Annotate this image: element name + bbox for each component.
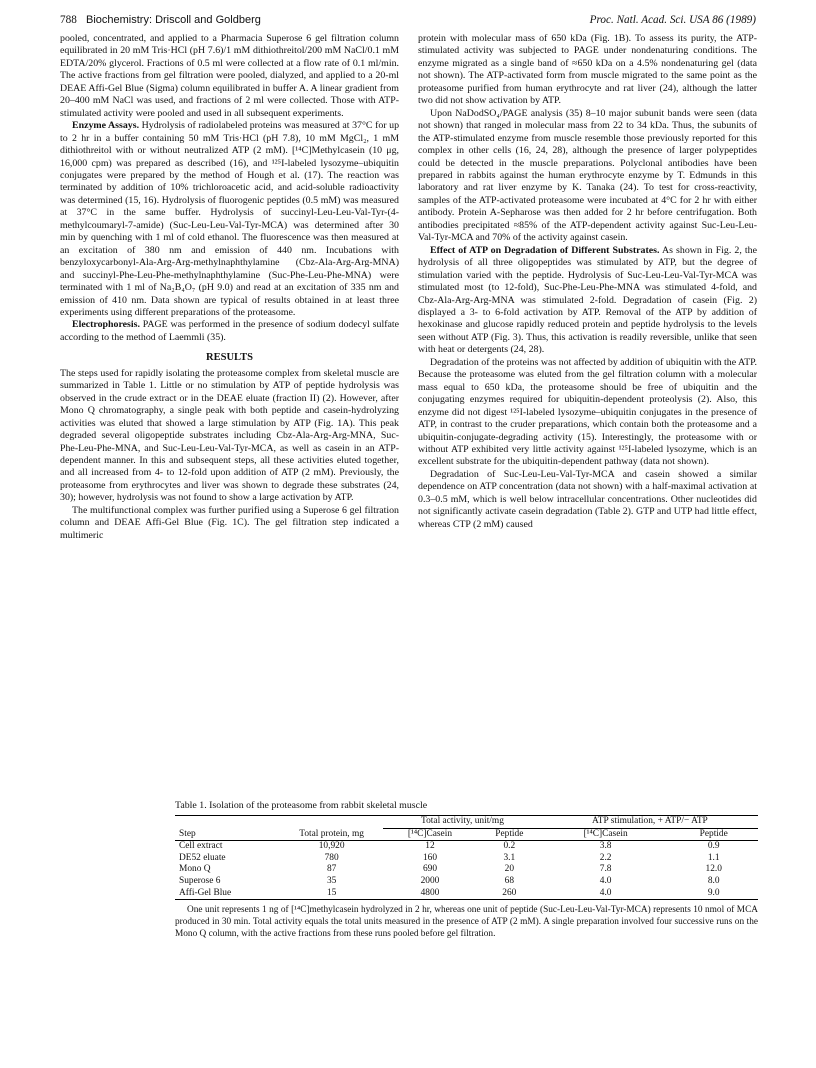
paragraph-text: As shown in Fig. 2, the hydrolysis of all three oligopeptides was stimulated by ATP, but the degree of stimulation varied with the peptide. Hydrolysis of Suc-Leu-Leu-Val-Tyr-MCA was stimulated most (to 12-fold), Suc-Phe-Leu-Phe-MNA was stimulated 4-fold, and Cbz-Ala-Arg-Arg-MNA was stimulated 2-fold. Degradation of casein (Fig. 2) displayed a 3- to 6-fold activation by ATP. Removal of the ATP by addition of hexokinase and glucose rapidly reduced protein and peptide hydrolysis to the levels seen without ATP (Fig. 3). Thus, this activation is readily reversible, unlike that seen with heat or detergents (24, 28). bbox=[418, 244, 757, 356]
paragraph: Upon NaDodSO₄/PAGE analysis (35) 8–10 major subunit bands were seen (data not shown) that ranged in molecular mass from 22 to 34 kDa. Thus, the subunits of the ATP-stimulated enzyme from muscle resemble those previously reported for this complex in other cells (16, 24, 28), although the presence of larger polypeptides could be detected in the muscle preparations. Polyclonal antibodies have been prepared in rabbits against the human erythrocyte enzyme by T. Edmunds in this laboratory and rat liver enzyme by K. Tanaka (24). To test for cross-reactivity, samples of the ATP-activated proteasome were incubated at 4°C for 2 hr with either antibody. Protein A-Sepharose was then added for 2 hr before centrifugation. Both antibodies precipitated ≈85% of the ATP-dependent activity against Suc-Leu-Leu-Val-Tyr-MCA and 70% of the activity against casein. bbox=[418, 107, 757, 244]
right-column bbox=[418, 33, 757, 531]
column-header-total-protein: Total protein, mg bbox=[280, 816, 383, 841]
paragraph: Degradation of Suc-Leu-Leu-Val-Tyr-MCA and casein showed a similar dependence on ATP concentration (data not shown) with a half-maximal activation at 0.3–0.5 mM, which is well below intracellular concentrations. Other nucleotides did not significantly activate casein degradation (Table 2). GTP and UTP had little effect, whereas CTP (2 mM) caused bbox=[418, 468, 757, 530]
cell-stim-peptide: 8.0 bbox=[707, 875, 720, 886]
cell-stim-peptide: 0.9 bbox=[669, 841, 758, 853]
cell-stim-casein: 7.8 bbox=[599, 864, 612, 875]
table-row bbox=[175, 864, 758, 876]
column-header-atp-stimulation: ATP stimulation, + ATP/− ATP bbox=[542, 816, 758, 829]
cell-stim-casein: 4.0 bbox=[542, 888, 670, 900]
journal-citation: Proc. Natl. Acad. Sci. USA 86 (1989) bbox=[589, 14, 756, 26]
cell-step: Affi-Gel Blue bbox=[175, 888, 280, 900]
column-header-peptide: Peptide bbox=[495, 828, 524, 839]
cell-activity-peptide: 20 bbox=[504, 864, 514, 875]
cell-activity-casein: 2000 bbox=[420, 875, 440, 886]
paragraph-text: Hydrolysis of radiolabeled proteins was measured at 37°C for up to 2 hr in a buffer containing 50 mM Tris·HCl (pH 7.8), 10 mM MgCl₂, 1 mM dithiothreitol with or without neutralized ATP (2 mM). [¹⁴C]Methylcasein (10 μg, 16,000 cpm) was prepared as described (16), and ¹²⁵I-labeled lysozyme–ubiquitin conjugates were prepared by the method of Hough et al. (17). The reaction was terminated by addition of 10% trichloroacetic acid, and acid-soluble radioactivity was determined (15, 16). Hydrolysis of fluorogenic peptides (0.5 mM) was measured at 37°C in the same buffer. Hydrolysis of succinyl-Leu-Leu-Val-Tyr-(4-methylcoumaryl-7-amide) (Suc-Leu-Leu-Val-Tyr-MCA) was determined after 30 min by quenching with 1 ml of cold ethanol. The fluorescence was then measured at an excitation of 380 nm and emission of 440 nm. Incubations with benzyloxycarbonyl-Ala-Arg-Arg-methylnaphthylamine (Cbz-Ala-Arg-Arg-MNA) and succinyl-Phe-Leu-Phe-methylnaphthylamine (Suc-Phe-Leu-Phe-MNA) were terminated with 1 ml of Na₂B₄O₇ (pH 9.0) and read at an excitation of 335 nm and emission of 410 nm. Data shown are typical of results obtained in at least three experiments using different preparations of the proteasome. bbox=[60, 120, 400, 318]
paragraph-electrophoresis bbox=[60, 319, 399, 344]
cell-activity-peptide: 0.2 bbox=[477, 841, 542, 853]
paragraph: The multifunctional complex was further purified using a Superose 6 gel filtration column and DEAE Affi-Gel Blue (Fig. 1C). The gel filtration step indicated a multimeric bbox=[60, 504, 399, 541]
paragraph-text: PAGE was performed in the presence of sodium dodecyl sulfate according to the method of Laemmli (35). bbox=[60, 319, 399, 343]
table-1 bbox=[175, 800, 758, 941]
cell-stim-peptide: 9.0 bbox=[669, 888, 758, 900]
cell-protein: 35 bbox=[326, 875, 337, 886]
column-header-total-activity: Total activity, unit/mg bbox=[383, 816, 542, 829]
cell-protein: 15 bbox=[280, 888, 383, 900]
page-header bbox=[60, 14, 756, 28]
cell-protein: 10,920 bbox=[280, 841, 383, 853]
column-header-casein: [¹⁴C]Casein bbox=[583, 828, 628, 839]
data-table bbox=[175, 815, 758, 900]
cell-activity-peptide: 3.1 bbox=[503, 852, 516, 863]
section-runin-heading: Effect of ATP on Degradation of Different Substrates. bbox=[430, 244, 660, 256]
cell-activity-peptide: 68 bbox=[504, 875, 514, 886]
page-number: 788 bbox=[60, 14, 77, 26]
section-runin-heading: Electrophoresis. bbox=[72, 319, 140, 331]
table-title: Table 1. Isolation of the proteasome from rabbit skeletal muscle bbox=[175, 800, 428, 811]
cell-stim-casein: 3.8 bbox=[542, 841, 670, 853]
running-title: Biochemistry: Driscoll and Goldberg bbox=[86, 14, 261, 26]
section-heading-results: RESULTS bbox=[206, 352, 253, 364]
paragraph: Degradation of the proteins was not affected by addition of ubiquitin with the ATP. Because the proteasome was eluted from the gel filtration column with a molecular mass equal to 650 kDa, the proteasome should be free of ubiquitin and the conjugating enzymes required for ubiquitin-dependent proteolysis (2). Also, this enzyme did not digest ¹²⁵I-labeled lysozyme–ubiquitin conjugates in the presence of ATP, in contrast to the cruder preparations, which contain both the proteasome and a ubiquitin-conjugate-degrading activity (15). Interestingly, the proteasome with or without ATP exhibited very little activity against ¹²⁵I-labeled lysozyme, which is an excellent substrate for the ubiquitin-dependent pathway (data not shown). bbox=[418, 356, 757, 468]
cell-step: DE52 eluate bbox=[179, 852, 226, 863]
cell-activity-casein: 4800 bbox=[383, 888, 477, 900]
cell-step: Mono Q bbox=[179, 864, 211, 875]
section-runin-heading: Enzyme Assays. bbox=[72, 120, 140, 132]
cell-activity-peptide: 260 bbox=[477, 888, 542, 900]
table-row bbox=[175, 853, 758, 865]
paragraph: pooled, concentrated, and applied to a Pharmacia Superose 6 gel filtration column equilibrated in 20 mM Tris·HCl (pH 7.6)/1 mM dithiothreitol/200 mM NaCl/0.1 mM EDTA/20% glycerol. Fractions of 0.5 ml were collected at a flow rate of 0.1 ml/min. The active fractions from gel filtration were pooled, dialyzed, and applied to a 20-ml DEAE Affi-Gel Blue (Sigma) column equilibrated in buffer A. A linear gradient from 20–400 mM NaCl was used, and fractions of 2 ml were collected. Those with ATP-stimulated activity were pooled and used in all subsequent experiments. bbox=[60, 33, 399, 119]
paragraph-effect-of-atp bbox=[418, 245, 757, 357]
column-header-casein: [¹⁴C]Casein bbox=[407, 828, 453, 839]
column-header-step: Step bbox=[175, 816, 280, 841]
table-row bbox=[175, 876, 758, 888]
paragraph-enzyme-assays bbox=[60, 120, 399, 319]
paragraph: The steps used for rapidly isolating the proteasome complex from skeletal muscle are summarized in Table 1. Little or no stimulation by ATP of peptide hydrolysis was observed in the crude extract or in the DEAE eluate (fraction II) (2). However, after Mono Q chromatography, a single peak with both peptide and casein-hydrolyzing activities was eluted that showed a large stimulation by ATP (Fig. 1A). This peak degraded several oligopeptide substrates including Cbz-Ala-Arg-Arg-MNA, Suc-Phe-Leu-Phe-MNA, and Suc-Leu-Leu-Val-Tyr-MCA, as well as casein in an ATP-dependent manner. In this and subsequent steps, all these activities eluted together, and all increased from 4- to 12-fold upon addition of ATP (2 mM). Previously, the proteasome from erythrocytes and liver was shown to degrade these substrates (24, 30); however, hydrolysis was not found to show a large activation by ATP. bbox=[60, 367, 399, 504]
cell-stim-peptide: 1.1 bbox=[707, 852, 720, 863]
cell-protein: 87 bbox=[326, 864, 337, 875]
cell-activity-casein: 690 bbox=[422, 864, 437, 875]
cell-protein: 780 bbox=[324, 852, 339, 863]
paragraph: protein with molecular mass of 650 kDa (Fig. 1B). To assess its purity, the ATP-stimulated activity was subjected to PAGE under nondenaturing conditions. The enzyme migrated as a single band of ≈650 kDa on a 4.5% nondenaturing gel (data not shown). The ATP-activated form from muscle migrated to the same point as the proteasome purified from human erythrocyte and rat liver (24), although the latter two did not show activation by ATP. bbox=[418, 33, 757, 107]
cell-step: Cell extract bbox=[175, 841, 280, 853]
cell-stim-casein: 2.2 bbox=[599, 852, 612, 863]
column-header-peptide: Peptide bbox=[699, 828, 728, 839]
cell-step: Superose 6 bbox=[179, 875, 221, 886]
table-footnote: One unit represents 1 ng of [¹⁴C]methylcasein hydrolyzed in 2 hr, whereas one unit of peptide (Suc-Leu-Leu-Val-Tyr-MCA) represents 10 nmol of MCA produced in 30 min. Total activity equals the total units measured in the presence of ATP (2 mM). A single preparation involved four successive runs on the Mono Q column, with the active fractions from these runs pooled before gel filtration. bbox=[175, 905, 758, 939]
cell-stim-peptide: 12.0 bbox=[705, 864, 722, 875]
left-column bbox=[60, 33, 399, 542]
cell-activity-casein: 160 bbox=[422, 852, 437, 863]
table-row bbox=[175, 888, 758, 900]
cell-activity-casein: 12 bbox=[383, 841, 477, 853]
cell-stim-casein: 4.0 bbox=[599, 875, 612, 886]
table-row bbox=[175, 841, 758, 853]
